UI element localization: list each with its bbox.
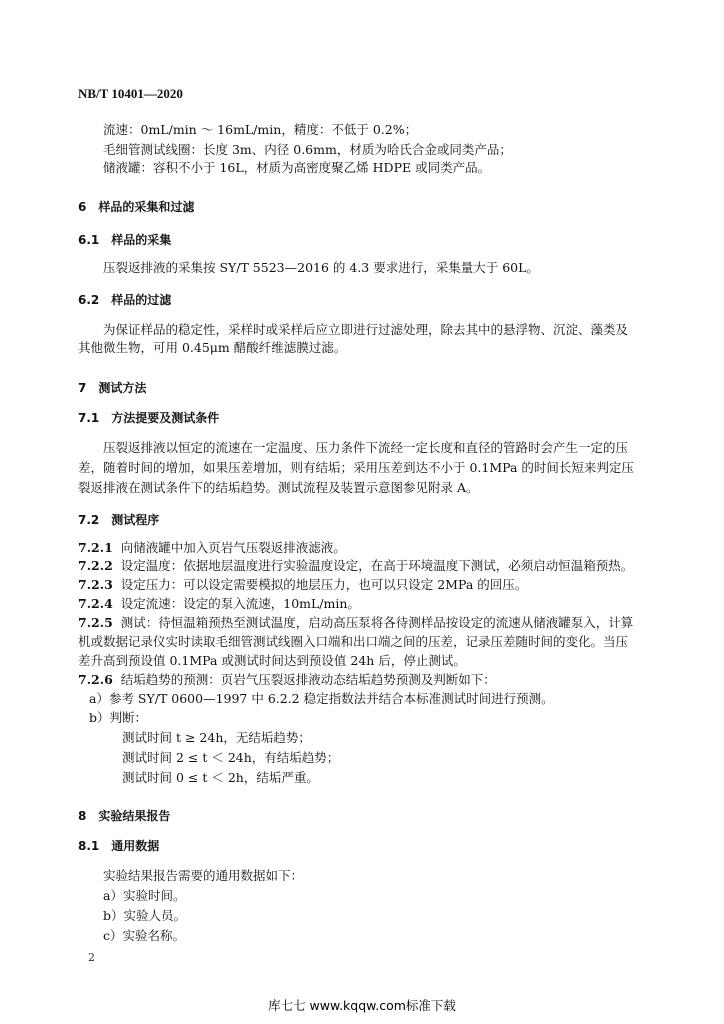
step-text: 向储液罐中加入页岩气压裂返排液滤液。	[120, 540, 346, 555]
report-item-b: b）实验人员。	[103, 908, 187, 923]
section-6-1-text: 压裂返排液的采集按 SY/T 5523—2016 的 4.3 要求进行，采集量大于 60L。	[103, 260, 539, 275]
step-7-2-2	[78, 558, 633, 574]
section-7-1-heading: 7.1 方法提要及测试条件	[78, 411, 220, 425]
report-item-a: a）实验时间。	[103, 888, 186, 903]
step-7-2-4	[78, 596, 360, 612]
section-7-1-text-line-3: 裂返排液在测试条件下的结垢趋势。测试流程及装置示意图参见附录 A。	[78, 480, 479, 495]
equipment-tank-line: 储液罐：容积不小于 16L，材质为高密度聚乙烯 HDPE 或同类产品。	[103, 160, 491, 175]
step-number: 7.2.5	[78, 615, 113, 630]
step-text: 结垢趋势的预测：页岩气压裂返排液动态结垢趋势预测及判断如下：	[120, 672, 496, 687]
step-number: 7.2.3	[78, 577, 113, 592]
section-6-1-heading: 6.1 样品的采集	[78, 233, 172, 247]
section-8-heading: 8 实验结果报告	[78, 809, 171, 823]
equipment-coil-line: 毛细管测试线圈：长度 3m、内径 0.6mm，材质为哈氏合金或同类产品；	[103, 142, 512, 157]
judgement-rule-2: 测试时间 2 ≤ t ＜ 24h，有结垢趋势；	[122, 750, 340, 765]
report-item-c: c）实验名称。	[103, 928, 186, 943]
section-7-1-text-line-2: 差，随着时间的增加，如果压差增加，则有结垢；采用压差到达不小于 0.1MPa 的时间长短来判定压	[78, 460, 634, 475]
judgement-rule-1: 测试时间 t ≥ 24h，无结垢趋势；	[122, 730, 311, 745]
step-number: 7.2.4	[78, 596, 113, 611]
step-text: 设定温度：依据地层温度进行实验温度设定，在高于环境温度下测试，必须启动恒温箱预热。	[120, 558, 634, 573]
standard-code: NB/T 10401—2020	[78, 86, 183, 101]
section-6-2-heading: 6.2 样品的过滤	[78, 293, 172, 307]
step-7-2-6-item-b: b）判断：	[89, 710, 148, 725]
step-7-2-5-line-1	[78, 615, 633, 631]
section-8-1-intro: 实验结果报告需要的通用数据如下：	[103, 868, 304, 883]
step-text: 测试：待恒温箱预热至测试温度，启动高压泵将各待测样品按设定的流速从储液罐泵入，计算	[120, 615, 634, 630]
step-number: 7.2.6	[78, 672, 113, 687]
step-text: 设定压力：可以设定需要模拟的地层压力，也可以只设定 2MPa 的回压。	[120, 577, 528, 592]
step-text: 设定流速：设定的泵入流速，10mL/min。	[120, 596, 360, 611]
step-number: 7.2.1	[78, 540, 113, 555]
step-7-2-6-item-a: a）参考 SY/T 0600—1997 中 6.2.2 稳定指数法并结合本标准测试时间进行预测。	[89, 691, 554, 706]
step-number: 7.2.2	[78, 558, 113, 573]
step-7-2-6	[78, 672, 496, 688]
footer-watermark: 库七七 www.kqqw.com标准下载	[268, 998, 456, 1013]
step-7-2-3	[78, 577, 527, 593]
section-7-1-text-line-1: 压裂返排液以恒定的流速在一定温度、压力条件下流经一定长度和直径的管路时会产生一定的压	[103, 440, 629, 455]
step-7-2-1	[78, 540, 346, 556]
section-8-1-heading: 8.1 通用数据	[78, 839, 160, 853]
judgement-rule-3: 测试时间 0 ≤ t ＜ 2h，结垢严重。	[122, 770, 319, 785]
step-7-2-5-line-2: 机或数据记录仪实时读取毛细管测试线圈入口端和出口端之间的压差，记录压差随时间的变化。当压	[78, 634, 629, 649]
page-number: 2	[88, 951, 95, 964]
section-6-2-text-line-1: 为保证样品的稳定性，采样时或采样后应立即进行过滤处理，除去其中的悬浮物、沉淀、藻类及	[103, 322, 629, 337]
section-6-heading: 6 样品的采集和过滤	[78, 200, 195, 214]
equipment-flow-line: 流速：0mL/min ～ 16mL/min，精度：不低于 0.2%；	[103, 122, 418, 137]
section-6-2-text-line-2: 其他微生物，可用 0.45μm 醋酸纤维滤膜过滤。	[78, 340, 347, 355]
step-7-2-5-line-3: 差升高到预设值 0.1MPa 或测试时间达到预设值 24h 后，停止测试。	[78, 653, 466, 668]
section-7-heading: 7 测试方法	[78, 381, 147, 395]
section-7-2-heading: 7.2 测试程序	[78, 513, 160, 527]
